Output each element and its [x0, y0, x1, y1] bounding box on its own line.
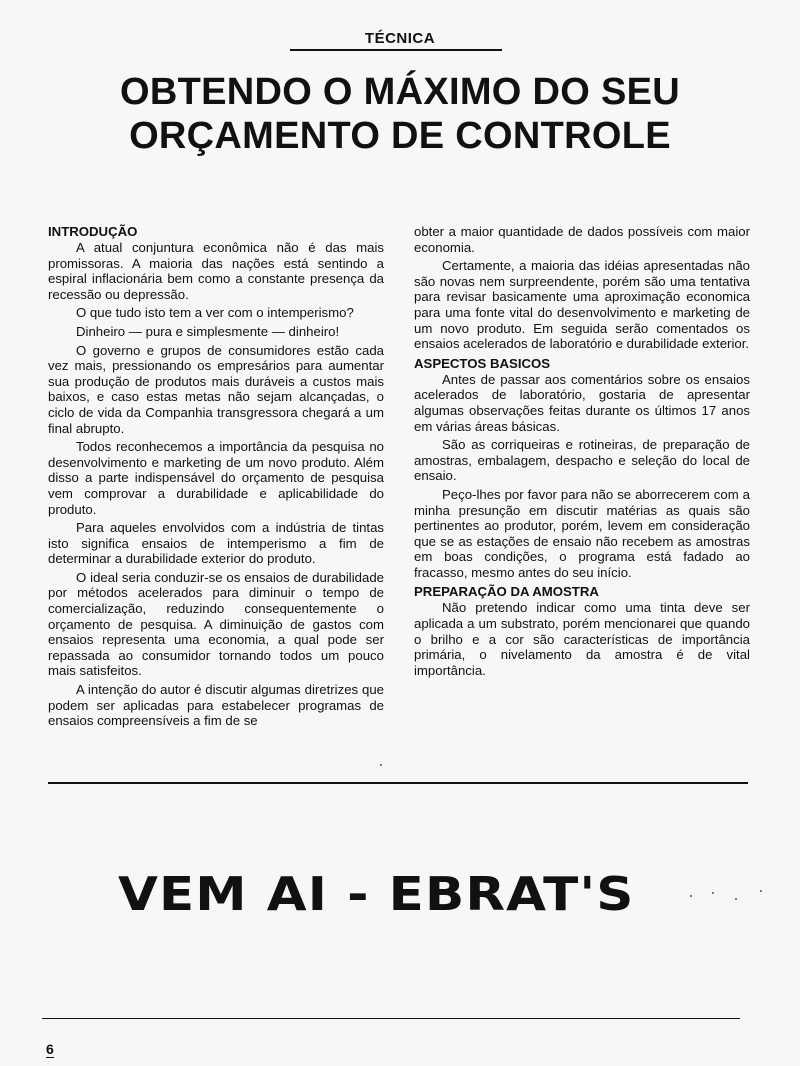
paragraph: Antes de passar aos comentários sobre os ensaios acelerados de laboratório, gostaria de apresentar algumas observações feitas durante os últimos 17 anos em várias áreas básicas. — [414, 371, 750, 434]
ad-banner-text: VEM AI - EBRAT'S — [118, 867, 635, 921]
right-column — [414, 224, 750, 681]
paragraph: Para aqueles envolvidos com a indústria de tintas isto significa ensaios de intemperismo a fim de determinar a durabilidade exterior do produto. — [48, 520, 384, 567]
page-number: 6 — [46, 1041, 54, 1057]
paragraph: São as corriqueiras e rotineiras, de preparação de amostras, embalagem, despacho e seleção do local de ensaio. — [414, 437, 750, 484]
left-column — [48, 224, 384, 732]
paragraph: O governo e grupos de consumidores estão cada vez mais, pressionando os empresários para aumentar sua produção de produtos mais duráveis a custos mais baixos, e caso estas metas não sejam alcançadas, o ciclo de vida da Companhia transgressora chegará a um final abrupto. — [48, 342, 384, 436]
heading-introducao: INTRODUÇÃO — [48, 224, 138, 239]
paragraph: Peço-lhes por favor para não se aborrecerem com a minha presunção em discutir matérias as quais são pertinentes ao produtor, porém, levem em consideração que se as estações de ensaio não recebem as amostras em boas condições, o programa está fadado ao fracasso, mesmo antes do seu início. — [414, 486, 750, 580]
paragraph: obter a maior quantidade de dados possíveis com maior economia. — [414, 224, 750, 255]
paragraph: O que tudo isto tem a ver com o intemperismo? — [76, 305, 354, 321]
print-speck — [760, 890, 762, 892]
section-divider — [48, 782, 748, 784]
heading-aspectos-basicos: ASPECTOS BASICOS — [414, 355, 551, 371]
paragraph: O ideal seria conduzir-se os ensaios de durabilidade por métodos acelerados para diminuir o tempo de comercialização, reduzindo consequentemente o orçamento de pesquisa. A diminuição de gastos com ensaios representa uma economia, a qual pode ser repassada ao consumidor tornando todos um pouco mais satisfeitos. — [48, 569, 384, 679]
footer-rule — [42, 1018, 740, 1019]
paragraph: Certamente, a maioria das idéias apresentadas não são novas nem surpreendente, porém são uma tentativa para revisar basicamente uma aproximação economica para uma fonte vital do desenvolvimento e marketing de um novo produto. Em seguida serão comentados os ensaios acelerados de laboratório e durabilidade exterior. — [414, 258, 750, 352]
paragraph: A atual conjuntura econômica não é das mais promissoras. A maioria das nações está sentindo a espiral inflacionária bem como a constante presença da recessão ou depressão. — [48, 240, 384, 302]
print-speck — [735, 898, 737, 900]
article-title — [0, 70, 800, 158]
paragraph: Todos reconhecemos a importância da pesquisa no desenvolvimento e marketing de um novo produto. Além disso a parte indispensável do orçamento de pesquisa vem comprovar a durabilidade e aplicabilidade do produto. — [48, 439, 384, 517]
print-speck — [380, 764, 382, 766]
title-line-2: ORÇAMENTO DE CONTROLE — [129, 115, 671, 157]
print-speck — [712, 892, 714, 894]
heading-preparacao-amostra: PREPARAÇÃO DA AMOSTRA — [414, 584, 599, 600]
paragraph: Não pretendo indicar como uma tinta deve ser aplicada a um substrato, porém mencionarei que quando o brilho e a cor são características de importância primária, o nivelamento da amostra é de vital importância. — [414, 600, 750, 678]
section-underline — [290, 49, 502, 51]
title-line-1: OBTENDO O MÁXIMO DO SEU — [119, 71, 681, 113]
paragraph: Dinheiro — pura e simplesmente — dinheiro! — [76, 323, 340, 339]
paragraph: A intenção do autor é discutir algumas diretrizes que podem ser aplicadas para estabelecer programas de ensaios compreensíveis a fim de se — [48, 682, 384, 729]
section-label: TÉCNICA — [364, 30, 436, 47]
print-speck — [690, 895, 692, 897]
